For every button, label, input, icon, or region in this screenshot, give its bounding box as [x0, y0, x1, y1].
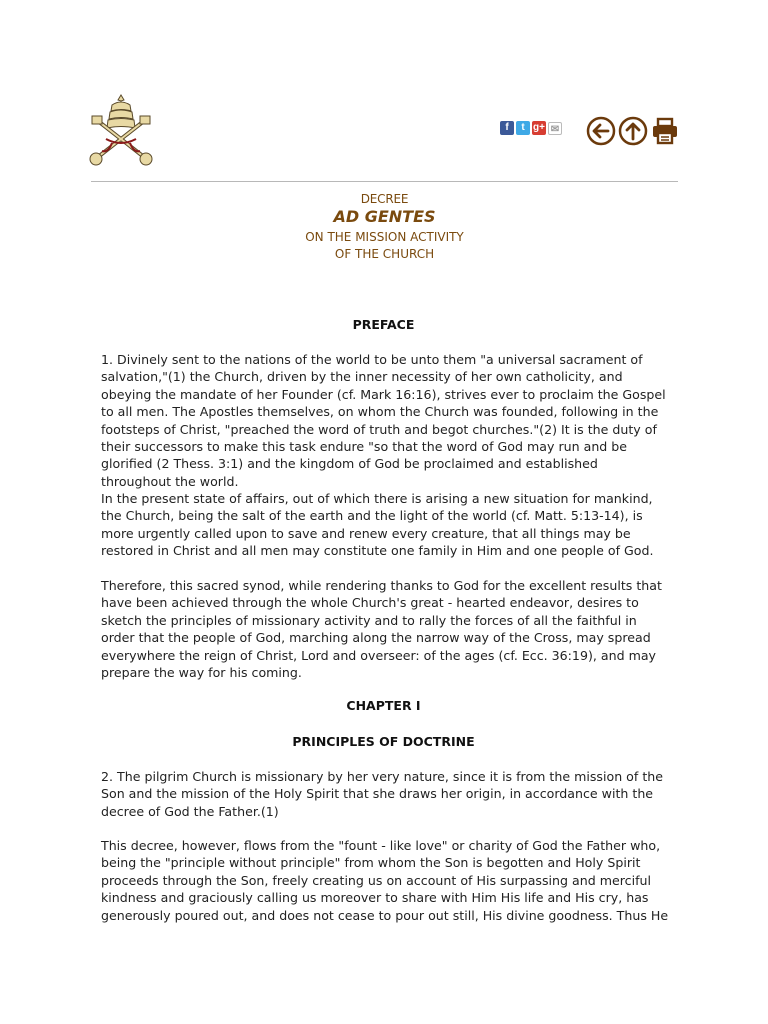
preface-heading: PREFACE	[352, 317, 415, 332]
paragraph-5: This decree, however, flows from the "fount - like love" or charity of God the Father who, being the "principle without principle" from whom the Son is begotten and Holy Spirit proceeds through the Son, freely creating us on account of His surpassing and merciful kindness and graciously calling us moreover to share with Him His life and His cry, has generously poured out, and does not cease to pour out still, His divine goodness. Thus He	[101, 838, 669, 923]
header-divider	[91, 181, 678, 182]
chapter-heading: CHAPTER I	[346, 698, 421, 713]
page-nav	[586, 116, 680, 146]
doc-type: DECREE	[360, 192, 409, 206]
doc-title: AD GENTES	[333, 207, 436, 226]
paragraph-2: In the present state of affairs, out of which there is arising a new situation for mankind, the Church, being the salt of the earth and the light of the world (cf. Matt. 5:13-14), is more urgently called upon to save and renew every creature, that all things may be restored in Christ and all men may constitute one family in Him and one people of God.	[101, 491, 654, 559]
paragraph-3: Therefore, this sacred synod, while rendering thanks to God for the excellent results that have been achieved through the whole Church's great - hearted endeavor, desires to sketch the principles of missionary activity and to rally the forces of all the faithful in order that the people of God, marching along the narrow way of the Cross, may spread everywhere the reign of Christ, Lord and overseer: of the ages (cf. Ecc. 36:19), and may prepare the way for his coming.	[101, 578, 662, 681]
paragraph-1: 1. Divinely sent to the nations of the world to be unto them "a universal sacrament of salvation,"(1) the Church, driven by the inner necessity of her own catholicity, and obeying the mandate of her Founder (cf. Mark 16:16), strives ever to proclaim the Gospel to all men. The Apostles themselves, on whom the Church was founded, following in the footsteps of Christ, "preached the word of truth and begot churches."(2) It is the duty of their successors to make this task endure "so that the word of God may run and be glorified (2 Thess. 3:1) and the kingdom of God be proclaimed and established throughout the world.	[101, 352, 666, 489]
mail-icon[interactable]: ✉	[548, 122, 562, 135]
arrow-left-icon[interactable]	[586, 116, 616, 146]
googleplus-icon[interactable]: g+	[533, 122, 545, 133]
paragraph-4: 2. The pilgrim Church is missionary by her very nature, since it is from the mission of the Son and the mission of the Holy Spirit that she draws her origin, in accordance with the decree of God the Father.(1)	[101, 769, 663, 819]
twitter-icon[interactable]: t	[516, 121, 530, 135]
printer-icon[interactable]	[650, 116, 680, 146]
chapter-title: PRINCIPLES OF DOCTRINE	[292, 734, 475, 749]
facebook-icon[interactable]: f	[500, 121, 514, 135]
arrow-up-icon[interactable]	[618, 116, 648, 146]
share-bar	[500, 121, 562, 135]
doc-subtitle-line2: OF THE CHURCH	[334, 247, 435, 261]
papal-crest-icon	[86, 91, 156, 169]
doc-subtitle-line1: ON THE MISSION ACTIVITY	[305, 230, 464, 244]
